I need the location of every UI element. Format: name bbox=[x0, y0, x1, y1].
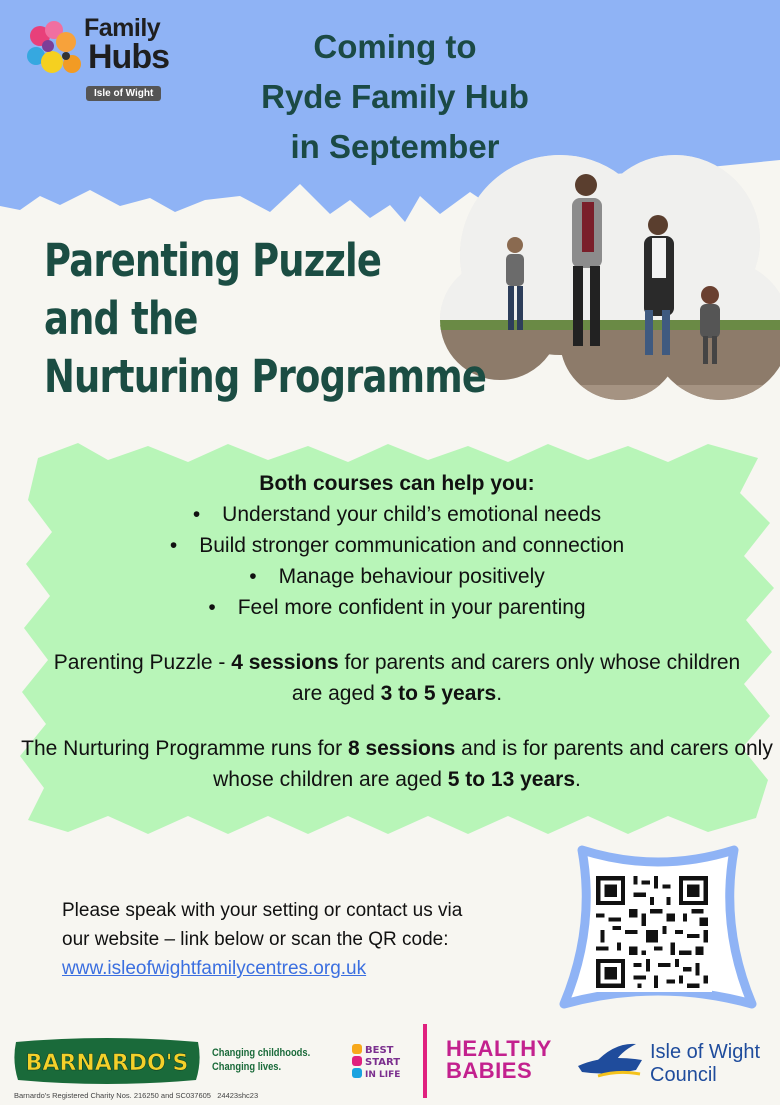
website-link[interactable]: www.isleofwightfamilycentres.org.uk bbox=[62, 958, 367, 979]
benefit-item: • Feel more confident in your parenting bbox=[40, 592, 754, 623]
nurturing-programme-description bbox=[0, 733, 780, 795]
nurturing-sessions: 8 sessions bbox=[347, 737, 456, 760]
babies-line: BABIES bbox=[446, 1058, 533, 1083]
benefits-list bbox=[40, 499, 754, 623]
barnardos-wordmark: BARNARDO'S bbox=[25, 1051, 189, 1076]
isle-of-wight-council-name bbox=[650, 1041, 760, 1087]
announcement-line-3: in September bbox=[290, 128, 500, 165]
puzzle-sessions: 4 sessions bbox=[231, 651, 339, 674]
course-title bbox=[44, 232, 569, 406]
best-start-line-3: IN LIFE bbox=[365, 1070, 401, 1080]
registration-text: Barnardo's Registered Charity Nos. 216250 and SC037605 bbox=[14, 1091, 211, 1100]
best-start-in-life-logo bbox=[350, 1040, 410, 1082]
announcement-line-1: Coming to bbox=[313, 28, 477, 65]
leaflet-code: 24423shc23 bbox=[217, 1091, 259, 1100]
benefit-item: • Build stronger communication and connection bbox=[40, 530, 754, 561]
puzzle-suffix: . bbox=[496, 682, 503, 705]
puzzle-prefix: Parenting Puzzle - bbox=[53, 651, 232, 674]
council-line-2: Council bbox=[650, 1064, 717, 1086]
tagline-line-1: Changing childhoods. bbox=[212, 1047, 311, 1059]
tagline-line-2: Changing lives. bbox=[212, 1061, 282, 1073]
puzzle-middle: for parents and carers only whose children are aged bbox=[291, 651, 741, 705]
best-start-line-1: BEST bbox=[365, 1045, 394, 1056]
parenting-puzzle-description bbox=[40, 647, 754, 709]
barnardos-logo bbox=[12, 1036, 202, 1086]
best-start-line-2: START bbox=[365, 1057, 401, 1068]
title-line-2: and the bbox=[44, 292, 198, 345]
title-line-3: Nurturing Programme bbox=[44, 350, 487, 403]
footer-divider bbox=[423, 1024, 427, 1098]
nurturing-ages: 5 to 13 years bbox=[447, 768, 576, 791]
barnardos-tagline bbox=[212, 1046, 310, 1074]
contact-section bbox=[62, 896, 562, 983]
nurturing-suffix: . bbox=[575, 768, 581, 791]
course-details bbox=[21, 468, 773, 795]
benefits-heading: Both courses can help you: bbox=[259, 472, 535, 495]
isle-of-wight-council-emblem bbox=[574, 1040, 646, 1082]
nurturing-middle: and is for parents and carers only whose children are aged bbox=[213, 737, 773, 791]
logo-hubs-text: Hubs bbox=[88, 38, 169, 76]
council-line-1: Isle of Wight bbox=[650, 1041, 761, 1063]
benefit-item: • Understand your child’s emotional needs bbox=[40, 499, 754, 530]
title-line-1: Parenting Puzzle bbox=[44, 234, 382, 287]
puzzle-ages: 3 to 5 years bbox=[380, 682, 497, 705]
logo-location-badge: Isle of Wight bbox=[86, 86, 161, 101]
charity-registration bbox=[14, 1091, 258, 1100]
healthy-babies-logo bbox=[446, 1038, 552, 1082]
nurturing-prefix: The Nurturing Programme runs for bbox=[21, 737, 348, 760]
qr-code[interactable] bbox=[592, 872, 712, 992]
announcement-line-2: Ryde Family Hub bbox=[261, 78, 529, 115]
healthy-line: HEALTHY bbox=[446, 1036, 552, 1061]
logo-family-text: Family bbox=[84, 14, 161, 42]
benefit-item: • Manage behaviour positively bbox=[40, 561, 754, 592]
contact-line-2: our website – link below or scan the QR code: bbox=[62, 929, 449, 950]
contact-line-1: Please speak with your setting or contact us via bbox=[62, 900, 463, 921]
